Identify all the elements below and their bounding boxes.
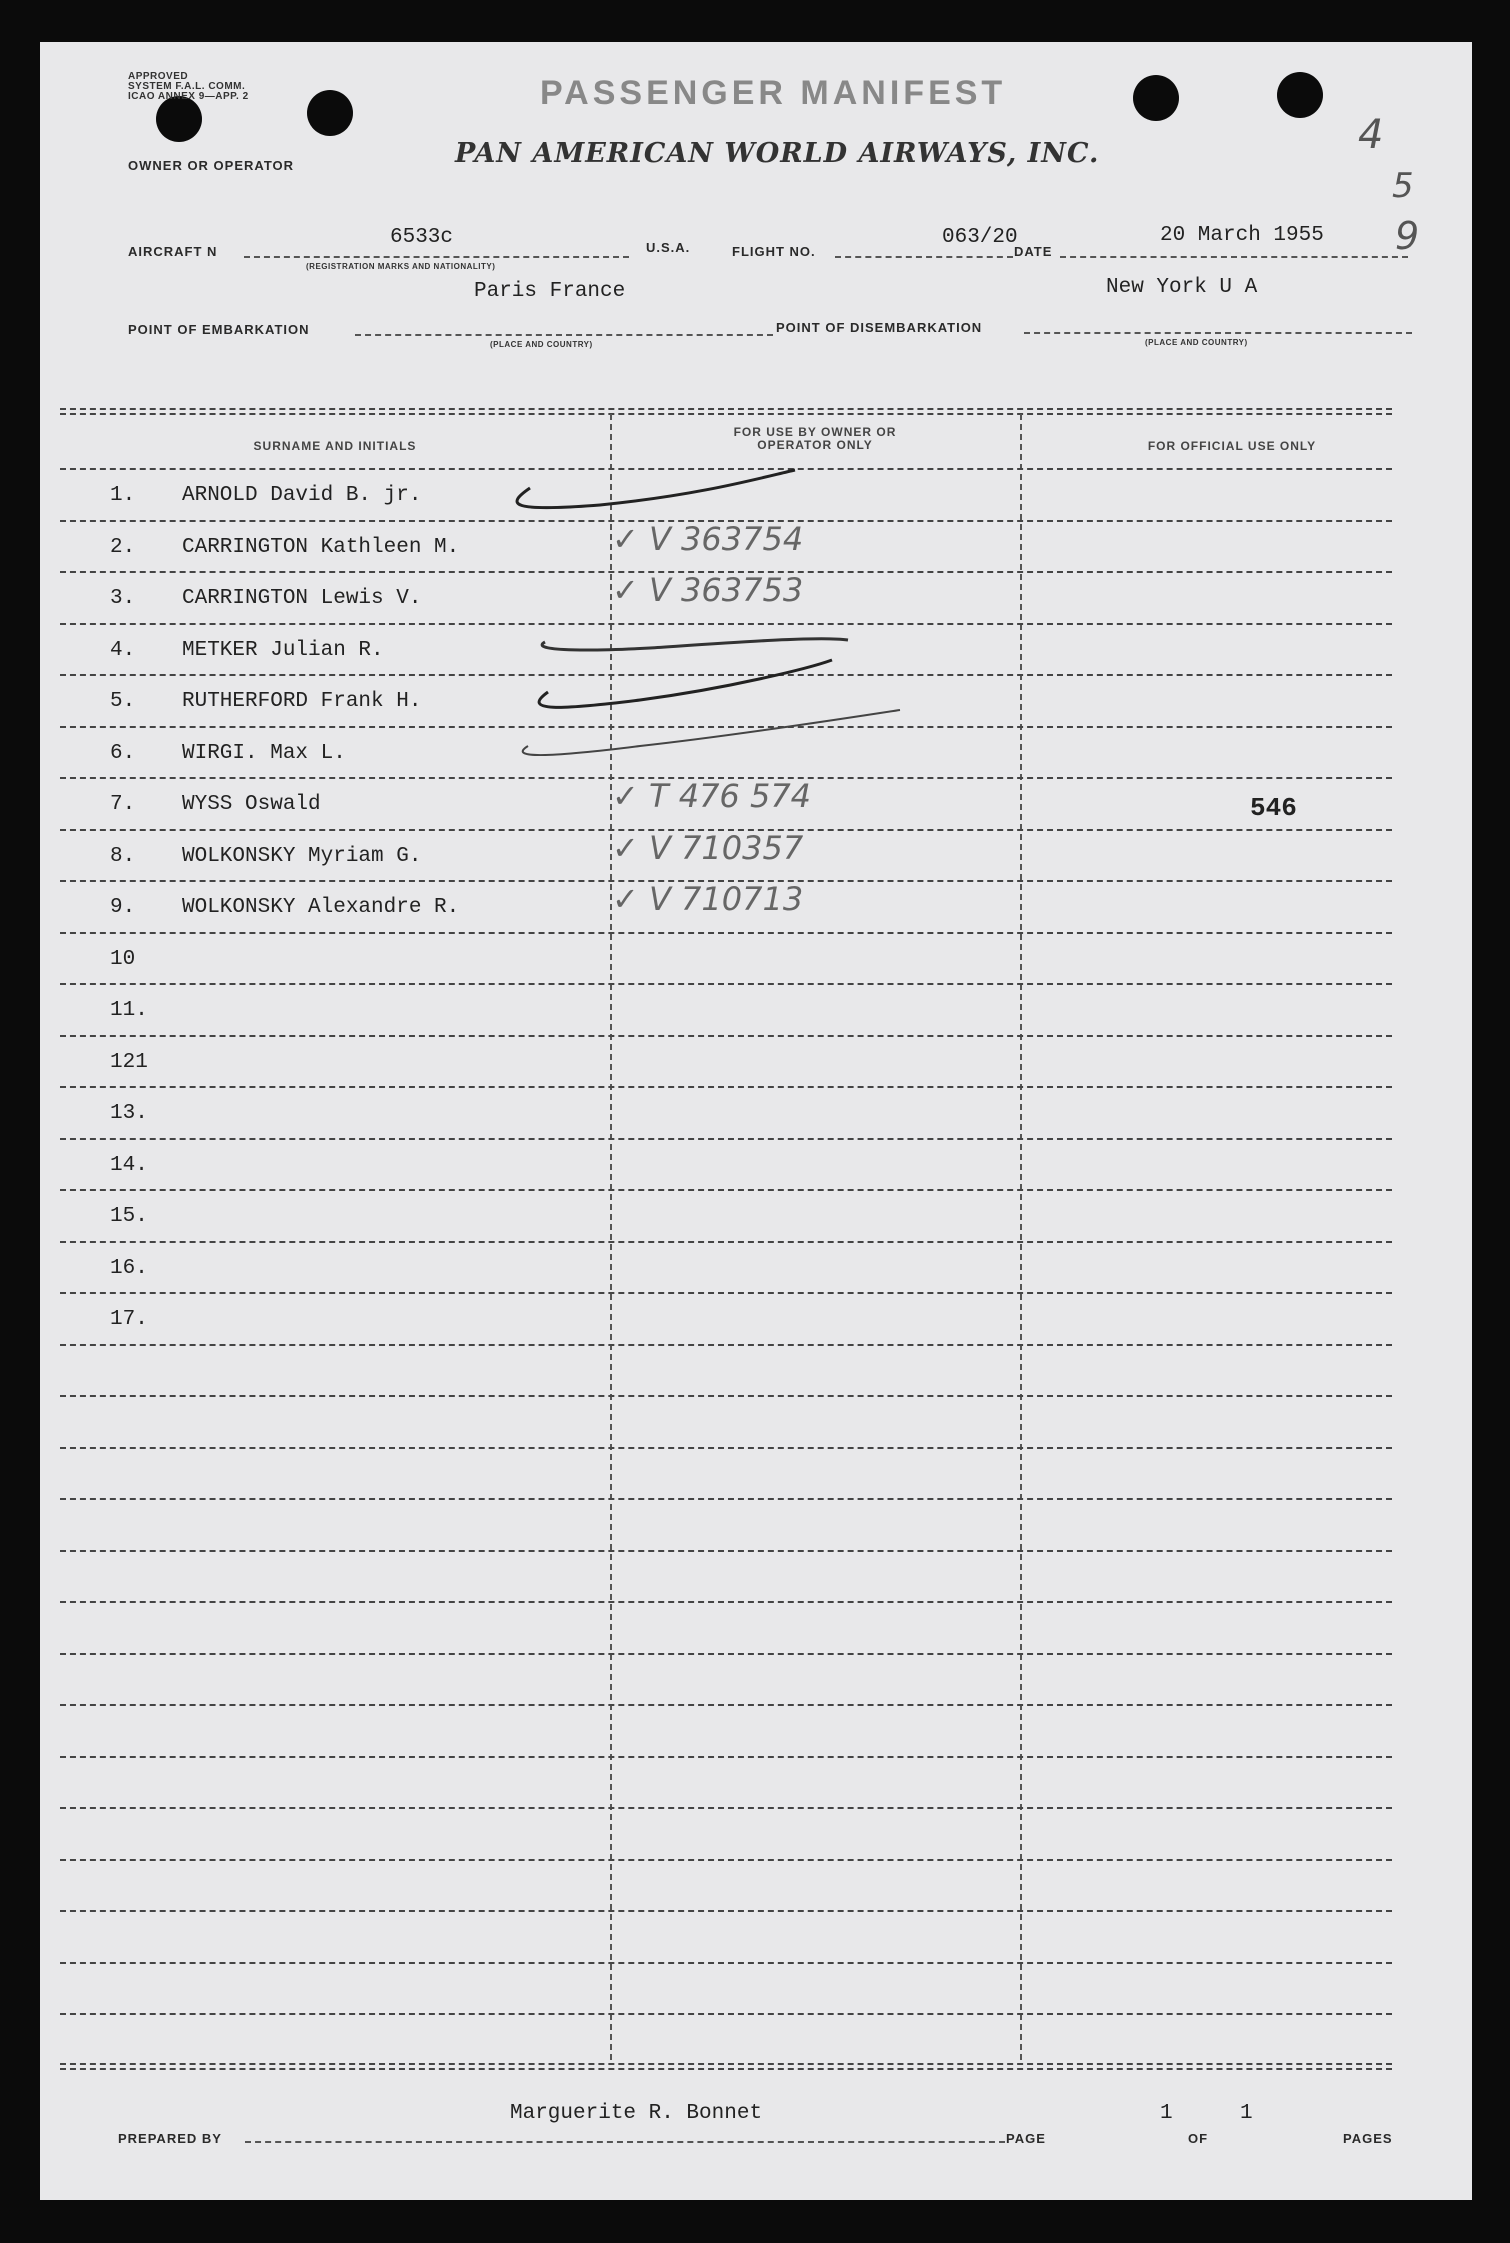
corner-mark: 9 [1395,214,1420,258]
row-number: 8. [110,844,136,868]
prepared-underline [245,2141,1005,2143]
passenger-name: WIRGI. Max L. [182,741,346,765]
table-bottom-rule [60,2063,1392,2065]
row-number: 15. [110,1205,148,1228]
embarkation-label: POINT OF EMBARKATION [128,322,310,337]
corner-mark: 5 [1392,166,1414,206]
aircraft-label: AIRCRAFT N [128,244,218,259]
table-bottom-rule [60,2068,1392,2070]
flight-value: 063/20 [942,226,1018,249]
row-number: 5. [110,690,136,713]
operator-note: ✓ T 476 574 [612,777,812,815]
disembarkation-caption: (PLACE AND COUNTRY) [1145,338,1248,347]
nationality: U.S.A. [646,240,691,255]
of-label: OF [1188,2131,1209,2146]
pages-label: PAGES [1343,2131,1393,2146]
passenger-name: ARNOLD David B. jr. [182,484,422,507]
row-number: 17. [110,1308,148,1331]
operator-note: ✓ V 363754 [612,519,804,558]
corner-mark: 4 [1358,112,1384,158]
prepared-by-value: Marguerite R. Bonnet [510,2102,763,2125]
row-number: 121 [110,1050,148,1074]
passenger-name: WOLKONSKY Alexandre R. [182,896,460,919]
page-value: 1 [1160,2102,1173,2125]
airline-logo: PAN AMERICAN WORLD AIRWAYS, INC. [455,138,1100,169]
passenger-name: RUTHERFORD Frank H. [182,690,422,713]
row-number: 3. [110,587,136,610]
flight-label: FLIGHT NO. [732,244,816,259]
header-official: FOR OFFICIAL USE ONLY [1147,439,1317,453]
pages-value: 1 [1240,2102,1253,2125]
row-number: 7. [110,793,136,816]
registration-caption: (REGISTRATION MARKS AND NATIONALITY) [306,262,496,271]
row-number: 6. [110,741,136,765]
row-number: 13. [110,1102,148,1125]
header-operator: FOR USE BY OWNER OR OPERATOR ONLY [733,425,897,452]
official-note: 546 [1250,793,1297,823]
row-number: 14. [110,1153,148,1177]
row-number: 2. [110,535,136,559]
strike-line [542,639,848,650]
disembarkation-label: POINT OF DISEMBARKATION [776,320,983,335]
header-surname: SURNAME AND INITIALS [253,439,417,453]
page-title: PASSENGER MANIFEST [540,74,1007,112]
passenger-name: WYSS Oswald [182,793,321,816]
operator-note: ✓ V 363753 [612,571,804,609]
row-number: 16. [110,1256,148,1280]
prepared-by-label: PREPARED BY [118,2131,222,2146]
page-label: PAGE [1006,2131,1046,2146]
passenger-name: CARRINGTON Lewis V. [182,587,422,610]
strike-line [523,710,900,755]
row-number: 1. [110,484,136,507]
owner-label: OWNER OR OPERATOR [128,158,295,173]
row-number: 11. [110,999,148,1022]
row-number: 4. [110,638,136,662]
embarkation-value: Paris France [474,280,626,303]
passenger-name: METKER Julian R. [182,638,384,662]
row-number: 9. [110,896,136,919]
operator-note: ✓ V 710357 [612,828,804,867]
approval-stamp: APPROVED SYSTEM F.A.L. COMM. ICAO ANNEX 9—APP. 2 [128,71,249,102]
operator-note: ✓ V 710713 [612,880,804,918]
aircraft-value: 6533c [390,226,454,249]
date-value: 20 March 1955 [1160,224,1324,247]
strike-line [539,660,832,707]
passenger-name: WOLKONSKY Myriam G. [182,844,422,868]
strike-line [517,470,795,508]
embarkation-caption: (PLACE AND COUNTRY) [490,340,593,349]
date-label: DATE [1014,244,1053,259]
passenger-name: CARRINGTON Kathleen M. [182,535,460,559]
row-number: 10 [110,947,136,971]
disembarkation-value: New York U A [1106,276,1258,299]
